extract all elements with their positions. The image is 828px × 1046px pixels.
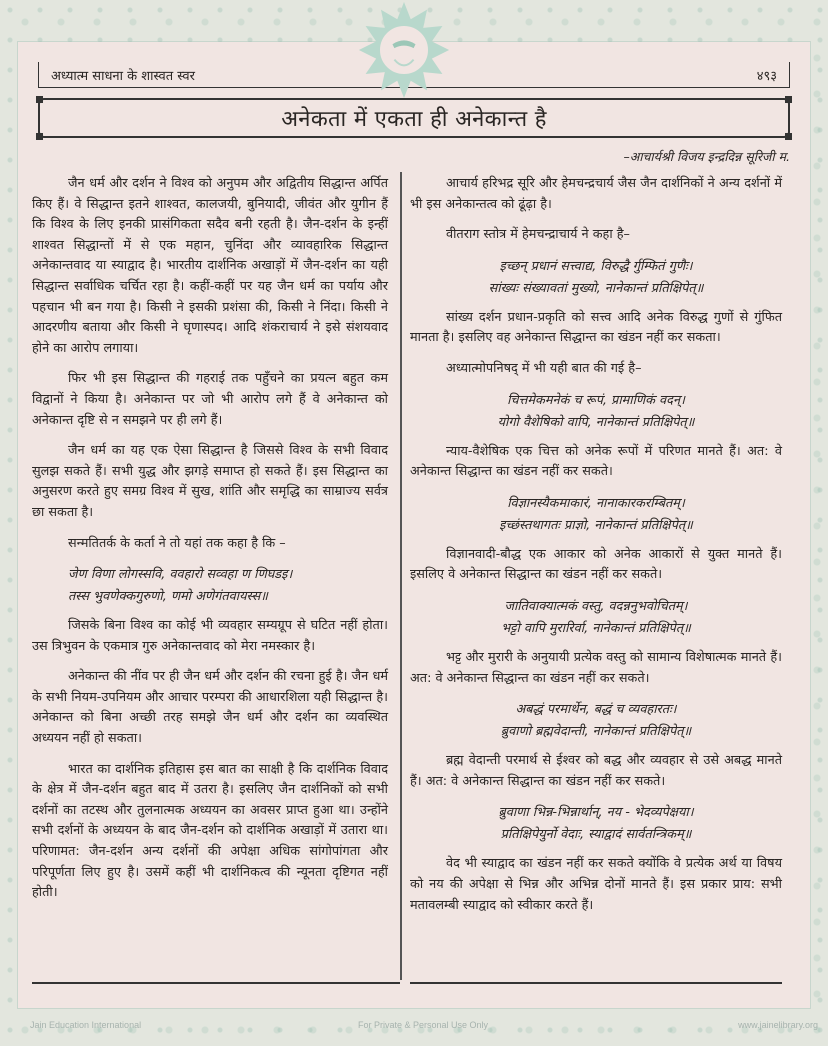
paragraph: न्याय-वैशेषिक एक चित्त को अनेक रूपों में परिणत मानते हैं। अत: वे अनेकान्त सिद्धान्त का खंडन नहीं कर सकते। [410, 443, 782, 480]
verse-quote [410, 596, 782, 640]
bottom-rule [410, 982, 782, 984]
corner-ornament [36, 96, 43, 103]
paragraph: फिर भी इस सिद्धान्त की गहराई तक पहुँचने का प्रयत्न बहुत कम विद्वानों ने किया है। अनेकान्त पर जो भी आरोप लगे हैं वे अनेकान्त को अनेकान्त दृष्टि से न समझने पर ही लगे हैं। [32, 371, 388, 428]
paragraph: आचार्य हरिभद्र सूरि और हेमचन्द्रचार्य जैस जैन दार्शनिकों ने अन्य दर्शनों में भी इस अनेकान्तत्व को ढूंढ़ा है। [410, 176, 782, 212]
verse-line: ब्रुवाणा भिन्न-भिन्नार्थान्, नय - भेदव्यपेक्षया। [498, 805, 694, 821]
verse-quote [410, 256, 782, 300]
footer-publisher: Jain Education International [30, 1020, 142, 1030]
verse-line: सांख्यः संख्यावतां मुख्यो, नानेकान्तं प्रतिक्षिपेत्॥ [488, 280, 704, 296]
verse-line: तस्स भुवणेक्कगुरुणो, णमो अणेगंतवायस्स॥ [68, 589, 268, 605]
paragraph: जिसके बिना विश्व का कोई भी व्यवहार सम्यग्रूप से घटित नहीं होता। उस त्रिभुवन के एकमात्र गुरु अनेकान्तवाद को मेरा नमस्कार है। [32, 618, 388, 654]
verse-quote [410, 493, 782, 537]
corner-ornament [785, 96, 792, 103]
paragraph: विज्ञानवादी-बौद्ध एक आकार को अनेक आकारों से युक्त मानते हैं। इसलिए वे अनेकान्त सिद्धान्त का खंडन नहीं कर सकते। [410, 546, 782, 583]
bottom-rule [32, 982, 400, 984]
verse-line: इच्छंस्तथागतः प्राज्ञो, नानेकान्तं प्रतिक्षिपेत्॥ [499, 517, 693, 533]
running-title: अध्यात्म साधना के शास्वत स्वर [51, 68, 195, 84]
corner-ornament [36, 133, 43, 140]
paragraph: वीतराग स्तोत्र में हेमचन्द्राचार्य ने कहा है– [446, 227, 630, 243]
left-column [32, 174, 388, 914]
article-title: अनेकता में एकता ही अनेकान्त है [281, 107, 547, 132]
paragraph: ब्रह्म वेदान्ती परमार्थ से ईश्वर को बद्ध और व्यवहार से उसे अबद्ध मानते हैं। अत: वे अनेकान्त सिद्धान्त का खंडन नहीं कर सकते। [410, 753, 782, 789]
verse-line: योगो वैशेषिको वापि, नानेकान्तं प्रतिक्षिपेत्॥ [497, 414, 695, 430]
verse-quote [410, 390, 782, 434]
paragraph: अनेकान्त की नींव पर ही जैन धर्म और दर्शन की रचना हुई है। जैन धर्म के सभी नियम-उपनियम और आचार परम्परा की आधारशिला यही सिद्धान्त है। अनेकान्त को बिना अच्छी तरह समझे जैन धर्म और दर्शन का व्यवस्थित अध्ययन नहीं हो सकता। [32, 669, 388, 747]
paragraph: सन्मतितर्क के कर्ता ने तो यहां तक कहा है कि – [68, 535, 286, 551]
author-byline: –आचार्यश्री विजय इन्द्रदिन्न सूरिजी म. [623, 149, 790, 164]
paragraph: भट्ट और मुरारी के अनुयायी प्रत्येक वस्तु को सामान्य विशेषात्मक मानते हैं। अत: वे अनेकान्त सिद्धान्त का खंडन नहीं कर सकते। [410, 649, 782, 686]
verse-quote [32, 564, 388, 608]
verse-line: जातिवाक्यात्मकं वस्तु, वदन्ननुभवोचितम्। [504, 598, 688, 614]
verse-line: प्रतिक्षिपेयुर्नो वेदाः, स्याद्वादं सार्वतन्त्रिकम्॥ [500, 827, 692, 843]
verse-line: विज्ञानस्यैकमाकारं, नानाकारकरम्बितम्। [507, 495, 685, 511]
right-column [410, 174, 782, 926]
verse-line: इच्छन् प्रधानं सत्त्वाद्य, विरुद्धै र्गुम्फितं गुणैः। [499, 258, 693, 274]
verse-line: ब्रुवाणो ब्रह्मवेदान्ती, नानेकान्तं प्रतिक्षिपेत्॥ [500, 724, 692, 740]
verse-quote [410, 802, 782, 846]
paragraph: अध्यात्मोपनिषद् में भी यही बात की गई है– [446, 360, 642, 376]
verse-line: भट्टो वापि मुरारिर्वा, नानेकान्तं प्रतिक्षिपेत्॥ [501, 620, 691, 636]
footer-website-link[interactable]: www.jainelibrary.org [738, 1020, 818, 1030]
paragraph: जैन धर्म और दर्शन ने विश्व को अनुपम और अद्वितीय सिद्धान्त अर्पित किए हैं। वे सिद्धान्त इतने शाश्वत, कालजयी, बुनियादी, जीवंत और युगीन हैं कि विश्व के लिए इनकी प्रासंगिकता सदैव बनी रहती है। जैन-दर्शन के इन्हीं शाश्वत सिद्धान्तों में से एक महान, चुनिंदा और व्यावहारिक सिद्धान्त अनेकान्तवाद या स्याद्वाद है। भारतीय दार्शनिक अखाड़ों में जैन-दर्शन का यही सिद्धान्त सर्वाधिक चर्चित रहा है। कहीं-कहीं पर यह जैन धर्म का पर्याय और पहचान भी बन गया है। किसी ने इसकी प्रशंसा की, किसी ने निंदा। किसी ने आदरणीय बताया और किसी ने घृणास्पद। आदि शंकराचार्य ने इसे संशयवाद होने का आरोप लगाया। [32, 176, 388, 356]
article-title-frame [38, 98, 790, 138]
verse-line: जेण विणा लोगस्सवि, ववहारो सव्वहा ण णिघडइ। [68, 567, 293, 583]
verse-quote [410, 699, 782, 743]
paragraph: वेद भी स्याद्वाद का खंडन नहीं कर सकते क्योंकि वे प्रत्येक अर्थ या विषय को नय की अपेक्षा से भिन्न और अभिन्न दोनों मानते हैं। इस प्रकार प्राय: सभी मतावलम्बी स्याद्वाद को स्वीकार करते हैं। [410, 856, 782, 913]
page-number: ४९३ [756, 68, 777, 84]
verse-line: चित्तमेकमनेकं च रूपं, प्रामाणिकं वदन्। [507, 392, 685, 408]
column-divider [400, 172, 402, 980]
corner-ornament [785, 133, 792, 140]
paragraph: सांख्य दर्शन प्रधान-प्रकृति को सत्त्व आदि अनेक विरुद्ध गुणों से गुंफित मानता है। इसलिए वह अनेकान्त सिद्धान्त का खंडन नहीं कर सकता। [410, 309, 782, 346]
paragraph: जैन धर्म का यह एक ऐसा सिद्धान्त है जिससे विश्व के सभी विवाद सुलझ सकते हैं। सभी युद्ध और झगड़े समाप्त हो सकते हैं। इस सिद्धान्त का अनुसरण करते हुए समग्र विश्व में सुख, शांति और समृद्धि का साम्राज्य सर्वत्र छा सकता है। [32, 443, 388, 520]
book-page [18, 42, 810, 1008]
verse-line: अबद्धं परमार्थेन, बद्धं च व्यवहारतः। [515, 702, 677, 718]
scan-footer [0, 1020, 828, 1036]
portrait-medallion-icon [356, 2, 452, 98]
paragraph: भारत का दार्शनिक इतिहास इस बात का साक्षी है कि दार्शनिक विवाद के क्षेत्र में जैन-दर्शन बहुत बाद में उतरा है। इसलिए जैन दार्शनिकों को सभी दर्शनों का तटस्थ और तुलनात्मक अध्ययन का अवसर प्राप्त हुआ था। उन्होंने सभी दर्शनों के अध्ययन के बाद जैन-दर्शन को दार्शनिक अखाड़ों में उतारा था। परिणामत: जैन-दर्शन अन्य दर्शनों की अपेक्षा अधिक सांगोपांगता और परिपूर्णता लिए हुए है। उसमें कहीं भी दार्शनिकत्व की न्यूनता दृष्टिगत नहीं होती। [32, 761, 388, 901]
footer-usage-note: For Private & Personal Use Only [358, 1020, 489, 1030]
